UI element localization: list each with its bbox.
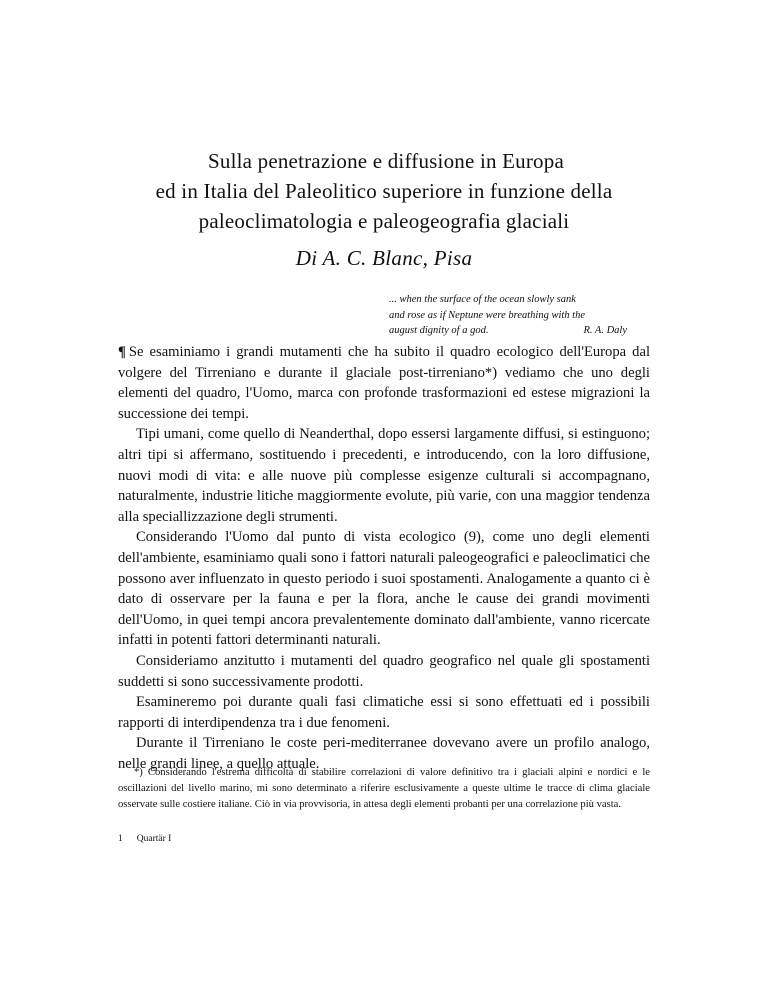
paragraph-4: Consideriamo anzitutto i mutamenti del quadro geografico nel quale gli spostamenti suddetti si sono successivamente prodotti. (118, 652, 650, 690)
epigraph-last-line (389, 323, 627, 339)
page-signature (118, 833, 185, 845)
title-line-3: paleoclimatologia e paleogeografia glaciali (198, 209, 570, 233)
author-line: Di A. C. Blanc, Pisa (295, 246, 473, 270)
title-line-1: Sulla penetrazione e diffusione in Europa (208, 149, 564, 173)
paragraph-1-text: Se esaminiamo i grandi mutamenti che ha subito il quadro ecologico dell'Europa dal volgere del Tirreniano e durante il glaciale post-tirreniano*) vediamo che uno degli elementi del quadro, l'Uomo, marca con profonde trasformazioni ed estese migrazioni la successione dei tempi. (118, 344, 650, 422)
epigraph-line-1: ... when the surface of the ocean slowly sank (389, 294, 576, 305)
body-text (118, 342, 650, 774)
footnote: *) Considerando l'estrema difficoltà di stabilire correlazioni di valore definitivo tra i glaciali alpini e nordici e le oscillazioni del livello marino, mi sono determinato a riferire esclusivamente a queste ultime le tracce di clima glaciale osservate sulle costiere italiane. Ciò in via provvisoria, in attesa degli elementi probanti per una correlazione più vasta. (118, 767, 650, 810)
pilcrow-mark: ¶ (118, 344, 126, 360)
signature-label: Quartär I (136, 834, 172, 844)
title-line-2: ed in Italia del Paleolitico superiore in funzione della (155, 179, 613, 203)
epigraph (389, 292, 649, 339)
epigraph-line-2: and rose as if Neptune were breathing with the (389, 309, 585, 321)
paragraph-5: Esamineremo poi durante quali fasi climatiche essi si sono effettuati ed i possibili rapporti di interdipendenza tra i due fenomeni. (118, 694, 650, 731)
signature-number: 1 (118, 834, 123, 844)
epigraph-attribution: R. A. Daly (583, 325, 627, 336)
paragraph-6: Durante il Tirreniano le coste peri-mediterranee dovevano avere un profilo analogo, nelle grandi linee, a quello attuale. (118, 735, 650, 772)
article-title (0, 146, 768, 236)
paragraph-3: Considerando l'Uomo dal punto di vista ecologico (9), come uno degli elementi dell'ambiente, esaminiamo quali sono i fattori naturali paleogeografici e paleoclimatici che possono aver influenzato in questo periodo i suoi spostamenti. Analogamente a quanto ci è dato di osservare per la fauna e per la flora, anche le cause dei grandi movimenti dell'Uomo, in quei tempi ancora prevalentemente dominato dall'ambiente, vanno ricercate infatti in potenti fattori determinanti naturali. (118, 529, 650, 649)
paragraph-2: Tipi umani, come quello di Neanderthal, dopo essersi largamente diffusi, si estinguono; altri tipi si affermano, sostituendo i precedenti, e introducendo, con la loro diffusione, nuovi modi di vita: e alle nuove più complesse esigenze culturali si accompagnano, naturalmente, industrie litiche maggiormente evolute, più varie, con una maggior tendenza alla speciallizzazione degli strumenti. (118, 426, 650, 525)
paragraph-1 (118, 342, 650, 424)
epigraph-line-3: august dignity of a god. (389, 325, 489, 336)
